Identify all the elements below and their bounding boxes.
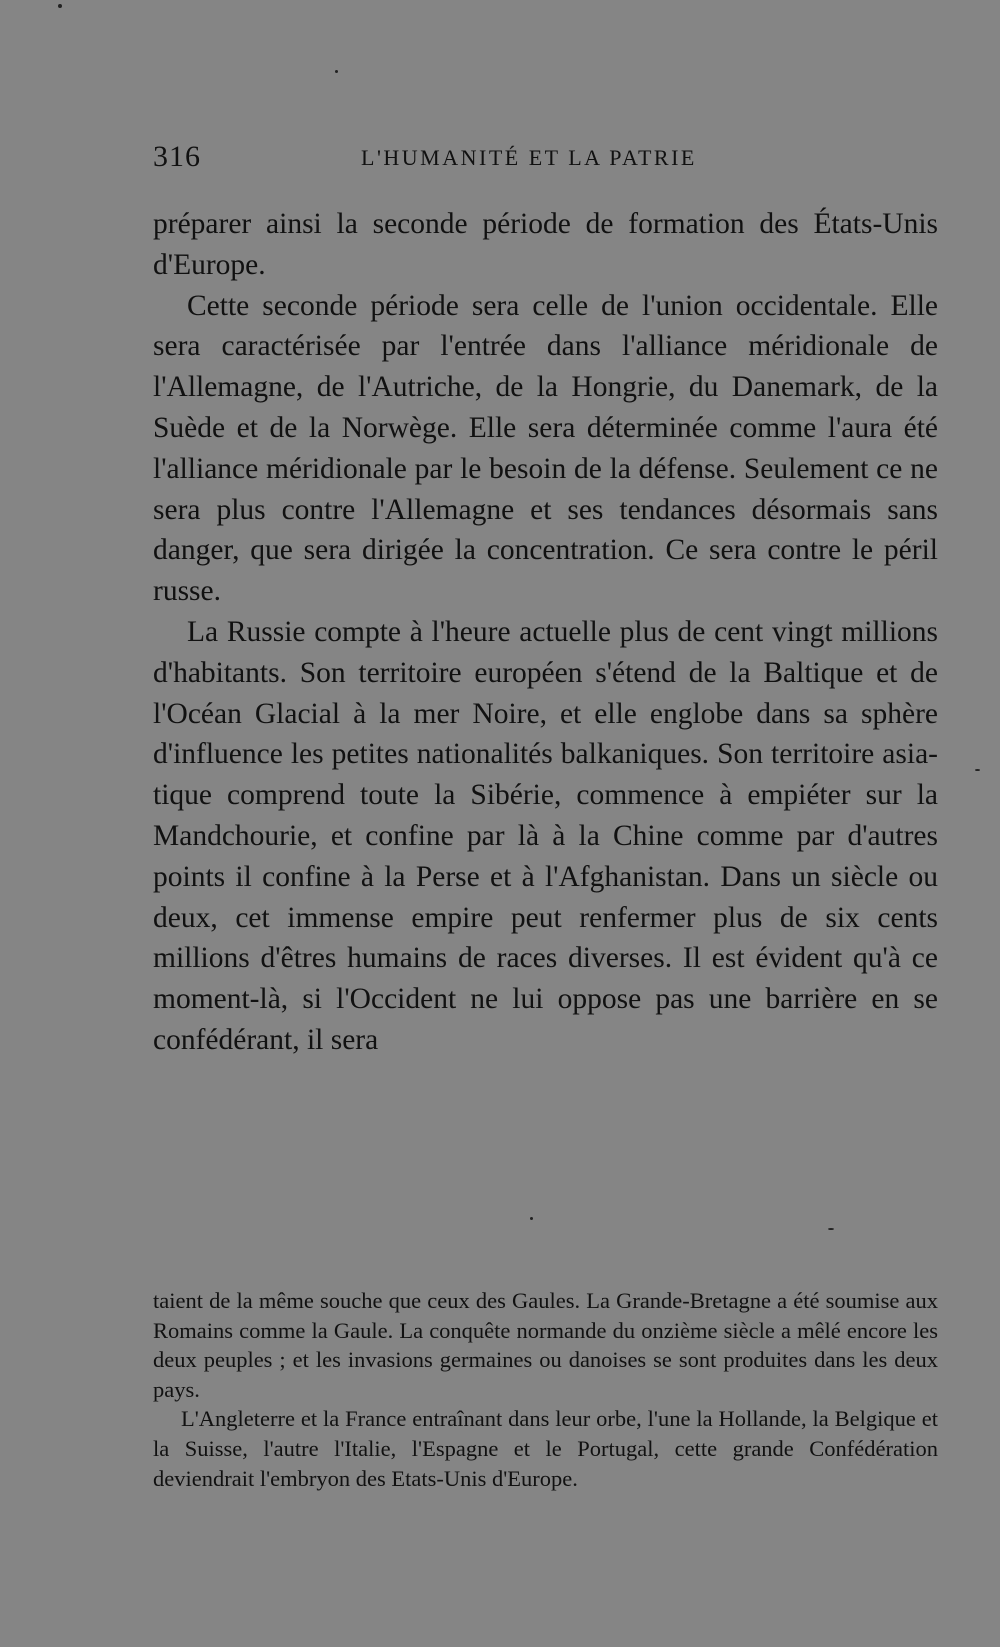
running-title: L'HUMANITÉ ET LA PATRIE — [361, 145, 697, 170]
footnote — [153, 1286, 938, 1493]
scan-speck — [58, 4, 62, 8]
scan-speck — [335, 70, 338, 73]
page-header — [153, 140, 938, 180]
scan-speck — [530, 1217, 533, 1220]
scan-speck — [975, 769, 980, 771]
footnote-paragraph: taient de la même souche que ceux des Gaules. La Grande-Bretagne a été soumise aux Romains comme la Gaule. La conquête normande du onzième siècle a mêlé encore les deux peuples ; et les invasions germaines ou danoises se sont produites dans les deux pays. — [153, 1288, 938, 1402]
footnote-paragraph: L'Angleterre et la France entraînant dans leur orbe, l'une la Hollande, la Belgique et la Suisse, l'autre l'Italie, l'Espagne et le Portugal, cette grande Confédération deviendrait l'embryon des Etats-Unis d'Europe. — [153, 1406, 938, 1491]
body-paragraph: préparer ainsi la seconde période de formation des États-Unis d'Europe. — [153, 208, 938, 281]
scan-speck — [828, 1228, 834, 1230]
main-text — [153, 204, 938, 1061]
body-paragraph: La Russie compte à l'heure actuelle plus de cent vingt millions d'habitants. Son territoire européen s'étend de la Baltique et de l'Océan Glacial à la mer Noire, et elle englobe dans sa sphère d'influence les petites nationalités balkaniques. Son territoire asiatique comprend toute la Sibérie, commence à empiéter sur la Mandchourie, et confine par là à la Chine comme par d'autres points il confine à la Perse et à l'Afghanistan. Dans un siècle ou deux, cet immense empire peut renfermer plus de six cents millions d'êtres humains de races diverses. Il est évident qu'à ce moment-là, si l'Occident ne lui oppose pas une barrière en se confédérant, il sera — [153, 615, 938, 1056]
page-number: 316 — [153, 140, 201, 173]
body-paragraph: Cette seconde période sera celle de l'union occidentale. Elle sera caractérisée par l'entrée dans l'alliance méridionale de l'Allemagne, de l'Autriche, de la Hongrie, du Danemark, de la Suède et de la Norwège. Elle sera déterminée comme l'aura été l'alliance méridionale par le besoin de la défense. Seulement ce ne sera plus contre l'Allemagne et ses tendances désormais sans danger, que sera dirigée la concentration. Ce sera contre le péril russe. — [153, 289, 938, 608]
